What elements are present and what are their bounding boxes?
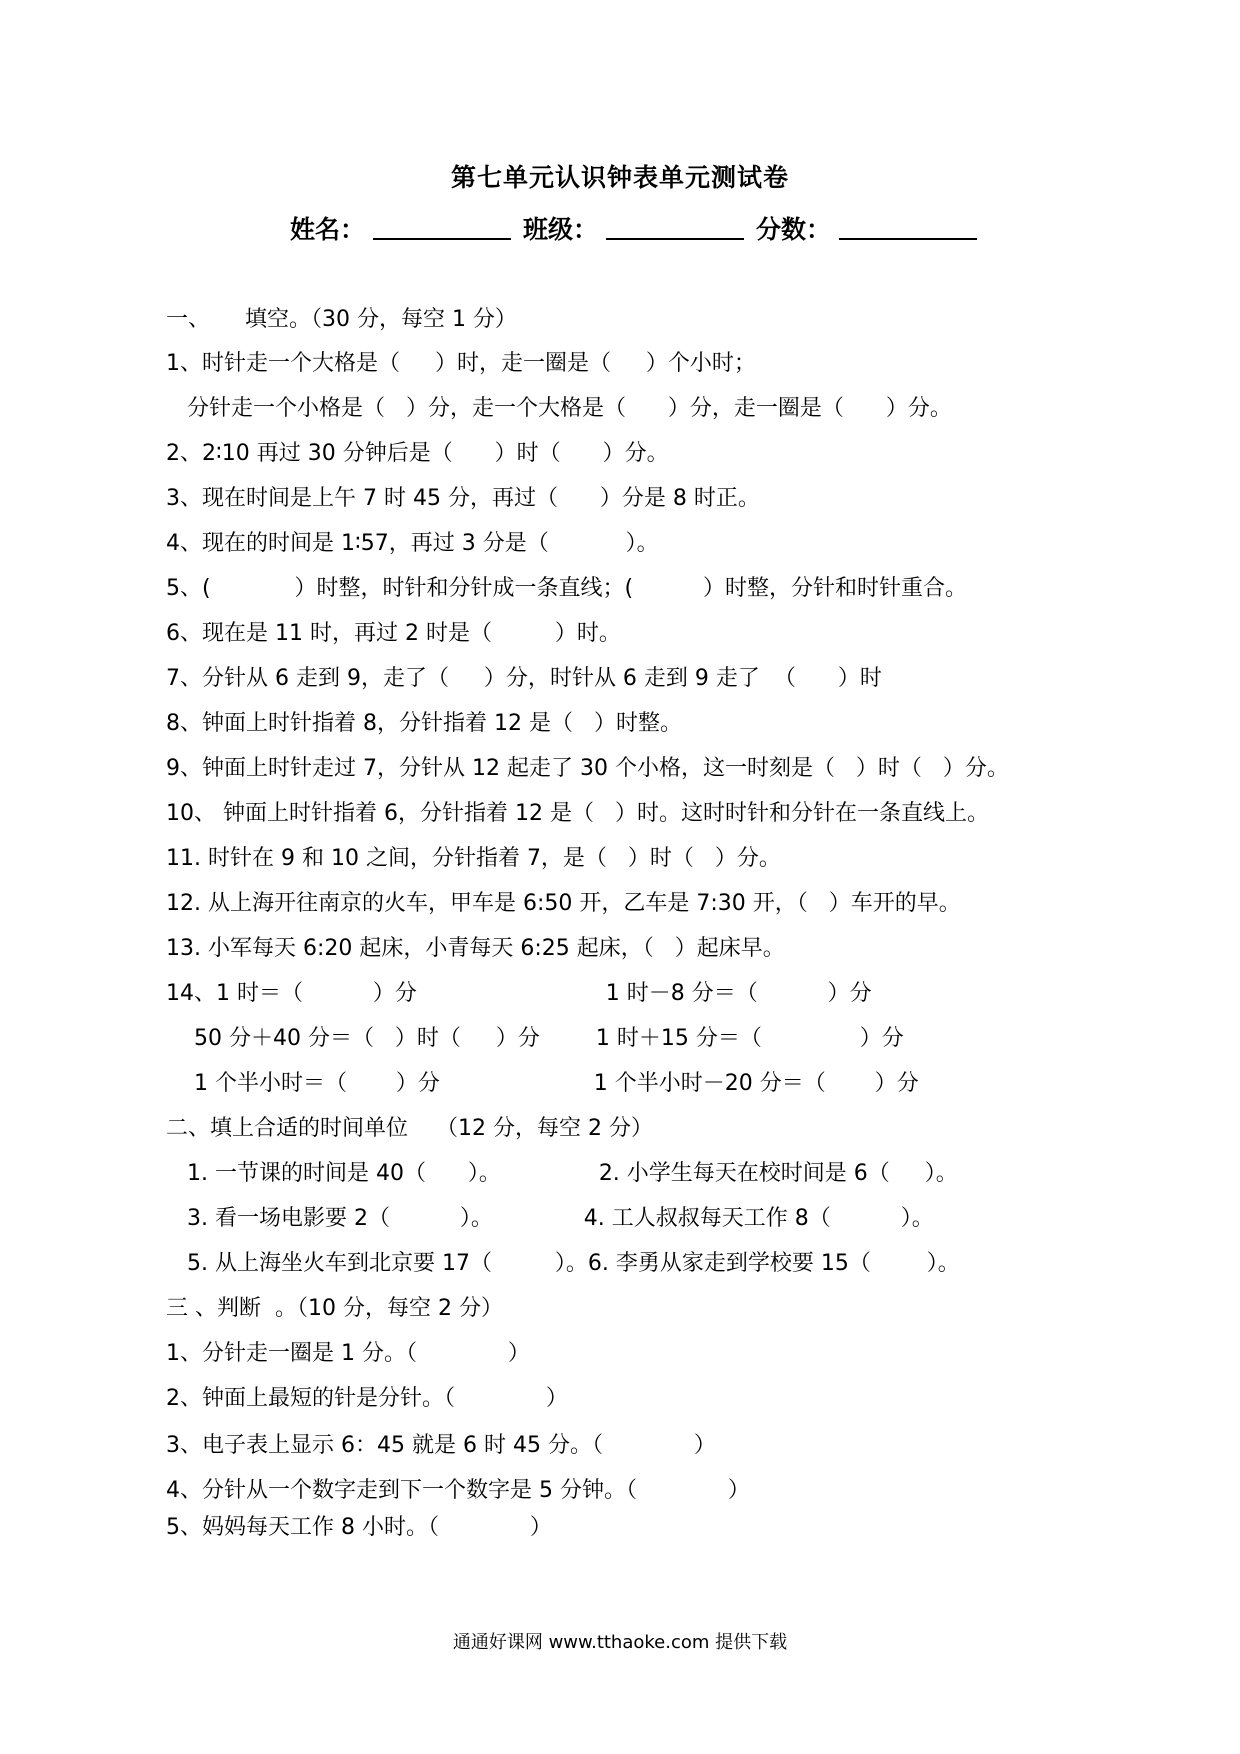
- name-label: 姓名：: [290, 215, 366, 244]
- question-line: 1 个半小时＝（ ）分 1 个半小时－20 分＝（ ）分: [166, 1071, 919, 1096]
- class-blank[interactable]: [606, 237, 744, 240]
- score-blank[interactable]: [839, 237, 977, 240]
- question-line: 5. 从上海坐火车到北京要 17（ ）。6. 李勇从家走到学校要 15（ ）。: [166, 1251, 960, 1276]
- class-label: 班级：: [523, 215, 599, 244]
- question-line: 1、时针走一个大格是（ ）时，走一圈是（ ）个小时；: [166, 351, 756, 376]
- question-line: 4、分针从一个数字走到下一个数字是 5 分钟。（ ）: [166, 1478, 750, 1503]
- question-line: 2、2∶10 再过 30 分钟后是（ ）时（ ）分。: [166, 441, 669, 466]
- question-line: 11. 时针在 9 和 10 之间，分针指着 7，是（ ）时（ ）分。: [166, 846, 781, 871]
- question-line: 6、现在是 11 时，再过 2 时是（ ）时。: [166, 621, 621, 646]
- question-line: 4、现在的时间是 1∶57，再过 3 分是（ ）。: [166, 531, 659, 556]
- section-1-heading: 一、 填空。（30 分，每空 1 分）: [166, 307, 517, 332]
- question-line: 8、钟面上时针指着 8，分针指着 12 是（ ）时整。: [166, 711, 682, 736]
- footer-note: 通通好课网 www.tthaoke.com 提供下载: [452, 1632, 788, 1653]
- question-line: 5、妈妈每天工作 8 小时。（ ）: [166, 1515, 552, 1540]
- page-title: 第七单元认识钟表单元测试卷: [450, 163, 789, 192]
- question-line: 3、电子表上显示 6：45 就是 6 时 45 分。（ ）: [166, 1433, 716, 1458]
- question-line: 1、分针走一圈是 1 分。（ ）: [166, 1341, 530, 1366]
- question-line: 2、钟面上最短的针是分针。（ ）: [166, 1386, 568, 1411]
- student-info-row: [290, 210, 989, 246]
- question-line: 7、分针从 6 走到 9，走了（ ）分，时针从 6 走到 9 走了 （ ）时: [166, 666, 882, 691]
- section-3-heading: 三 、判断 。（10 分，每空 2 分）: [166, 1296, 503, 1321]
- question-line: 13. 小军每天 6:20 起床，小青每天 6:25 起床，（ ）起床早。: [166, 936, 785, 961]
- question-line: 分针走一个小格是（ ）分，走一个大格是（ ）分，走一圈是（ ）分。: [166, 396, 952, 421]
- question-line: 10、 钟面上时针指着 6，分针指着 12 是（ ）时。这时时针和分针在一条直线上。: [166, 801, 989, 826]
- name-blank[interactable]: [373, 237, 511, 240]
- question-line: 50 分＋40 分＝（ ）时（ ）分 1 时＋15 分＝（ ）分: [166, 1026, 904, 1051]
- question-line: 14、1 时＝（ ）分 1 时－8 分＝（ ）分: [166, 981, 872, 1006]
- question-line: 5、( ）时整，时针和分针成一条直线；( ）时整，分针和时针重合。: [166, 576, 968, 601]
- section-2-heading: 二、填上合适的时间单位 （12 分，每空 2 分）: [166, 1116, 653, 1141]
- question-line: 12. 从上海开往南京的火车，甲车是 6:50 开，乙车是 7:30 开，（ ）车开的早。: [166, 891, 961, 916]
- score-label: 分数：: [756, 215, 832, 244]
- question-line: 9、钟面上时针走过 7，分针从 12 起走了 30 个小格，这一时刻是（ ）时（ ）分。: [166, 756, 1009, 781]
- question-line: 1. 一节课的时间是 40（ ）。 2. 小学生每天在校时间是 6（ ）。: [166, 1161, 958, 1186]
- question-line: 3. 看一场电影要 2（ ）。 4. 工人叔叔每天工作 8（ ）。: [166, 1206, 934, 1231]
- question-line: 3、现在时间是上午 7 时 45 分，再过（ ）分是 8 时正。: [166, 486, 760, 511]
